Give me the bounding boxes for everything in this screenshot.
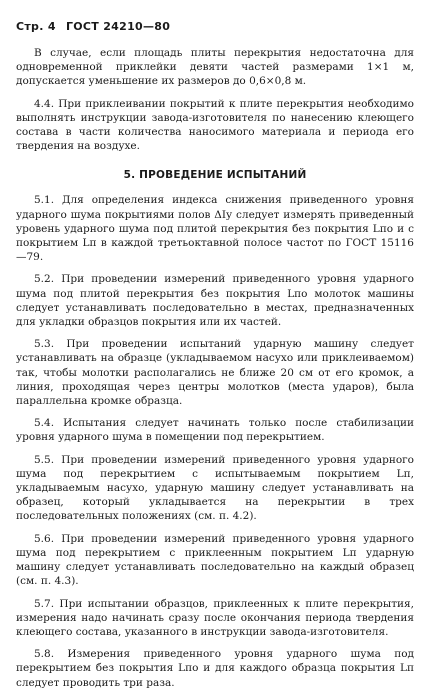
section-title: 5. ПРОВЕДЕНИЕ ИСПЫТАНИЙ — [123, 169, 307, 182]
intro-paragraph: В случае, если площадь плиты перекрытия недостаточна для одновременной приклейки девяти частей размерами 1×1 м, допускается уменьшение их размеров до 0,6×0,8 м. — [16, 47, 414, 88]
page-body — [16, 46, 414, 698]
paragraph-5-4: 5.4. Испытания следует начинать только после стабилизации уровня ударного шума в помещении под перекрытием. — [16, 417, 414, 444]
paragraph-5-6: 5.6. При проведении измерений приведенного уровня ударного шума под перекрытием с приклеенным покрытием Lп ударную машину следует устанавливать последовательно на каждый образец (см. п. 4.3). — [16, 532, 414, 588]
standard-code: ГОСТ 24210—80 — [65, 20, 171, 33]
page-header — [16, 20, 176, 33]
paragraph-5-3: 5.3. При проведении испытаний ударную машину следует устанавливать на образце (укладываемом насухо или приклеиваемом) так, чтобы молотки располагались не ближе 20 см от его кромок, а линия, проходящая через центры молотков (места ударов), была параллельна кромке образца. — [16, 338, 414, 408]
paragraph-5-2: 5.2. При проведении измерений приведенного уровня ударного шума под плитой перекрытия без покрытия Lпо молоток машины следует устанавливать последовательно в местах, предназначенных для укладки образцов покрытия или их частей. — [16, 273, 414, 329]
paragraph-5-7: 5.7. При испытании образцов, приклеенных к плите перекрытия, измерения надо начинать сразу после окончания периода твердения клеющего состава, указанного в инструкции завода-изготовителя. — [16, 597, 414, 638]
paragraph-5-1: 5.1. Для определения индекса снижения приведенного уровня ударного шума покрытиями полов ΔIу следует измерять приведенный уровень ударного шума под плитой перекрытия без покрытия Lпо и с покрытием Lп в каждой третьоктавной полосе частот по ГОСТ 15116—79. — [16, 194, 414, 264]
paragraph-5-8: 5.8. Измерения приведенного уровня ударного шума под перекрытием без покрытия Lпо и для каждого образца покрытия Lп следует проводить три раза. — [16, 648, 414, 689]
paragraph-5-5: 5.5. При проведении измерений приведенного уровня ударного шума под перекрытием с испытываемым покрытием Lп, укладываемым насухо, ударную машину следует устанавливать на образец, который укладывается на перекрытии в трех последовательных положениях (см. п. 4.2). — [16, 453, 414, 523]
page-label: Стр. 4 — [16, 20, 56, 33]
paragraph-4-4: 4.4. При приклеивании покрытий к плите перекрытия необходимо выполнять инструкции завода-изготовителя по нанесению клеющего состава в части количества наносимого материала и периода его твердения на воздухе. — [16, 97, 414, 153]
